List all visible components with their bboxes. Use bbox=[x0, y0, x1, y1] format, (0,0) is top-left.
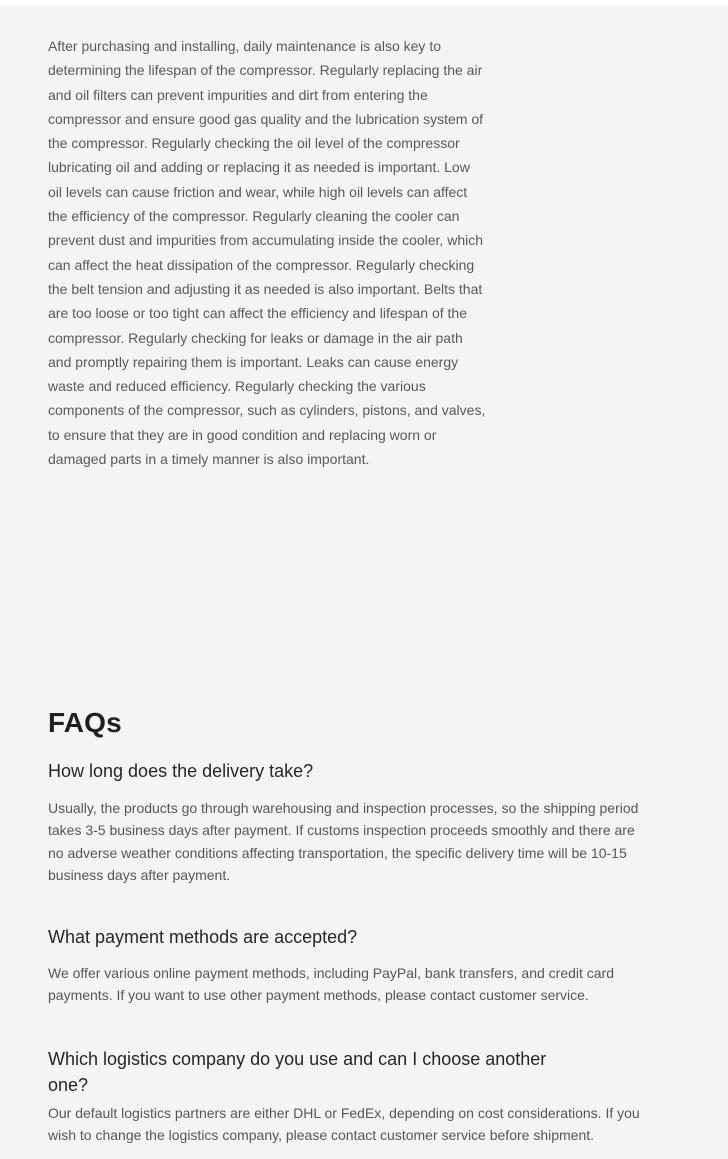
faq-question-logistics-company: Which logistics company do you use and can I choose another one? bbox=[48, 1049, 547, 1095]
faq-answer-logistics-company: Our default logistics partners are either DHL or FedEx, depending on cost considerations. If you wish to change the logistics company, please contact customer service before shipment. bbox=[48, 1105, 640, 1144]
description-section bbox=[0, 6, 728, 1159]
maintenance-paragraph: After purchasing and installing, daily maintenance is also key to determining the lifespan of the compressor. Regularly replacing the air and oil filters can prevent impurities and dirt from entering the compressor and ensure good gas quality and the lubrication system of the compressor. Regularly checking the oil level of the compressor lubricating oil and adding or replacing it as needed is important. Low oil levels can cause friction and wear, while high oil levels can affect the efficiency of the compressor. Regularly cleaning the cooler can prevent dust and impurities from accumulating inside the cooler, which can affect the heat dissipation of the compressor. Regularly checking the belt tension and adjusting it as needed is also important. Belts that are too loose or too tight can affect the efficiency and lifespan of the compressor. Regularly checking for leaks or damage in the air path and promptly repairing them is important. Leaks can cause energy waste and reduced efficiency. Regularly checking the various components of the compressor, such as cylinders, pistons, and valves, to ensure that they are in good condition and replacing worn or damaged parts in a timely manner is also important. bbox=[48, 38, 486, 468]
faq-question-payment-methods: What payment methods are accepted? bbox=[48, 927, 358, 947]
faq-answer-delivery-time: Usually, the products go through warehousing and inspection processes, so the shipping period takes 3-5 business days after payment. If customs inspection proceeds smoothly and there are no adverse weather conditions affecting transportation, the specific delivery time will be 10-15 business days after payment. bbox=[48, 800, 639, 884]
faq-answer-payment-methods: We offer various online payment methods, including PayPal, bank transfers, and credit card payments. If you want to use other payment methods, please contact customer service. bbox=[48, 965, 615, 1004]
faqs-title: FAQs bbox=[48, 707, 122, 739]
faq-question-delivery-time: How long does the delivery take? bbox=[48, 761, 314, 781]
